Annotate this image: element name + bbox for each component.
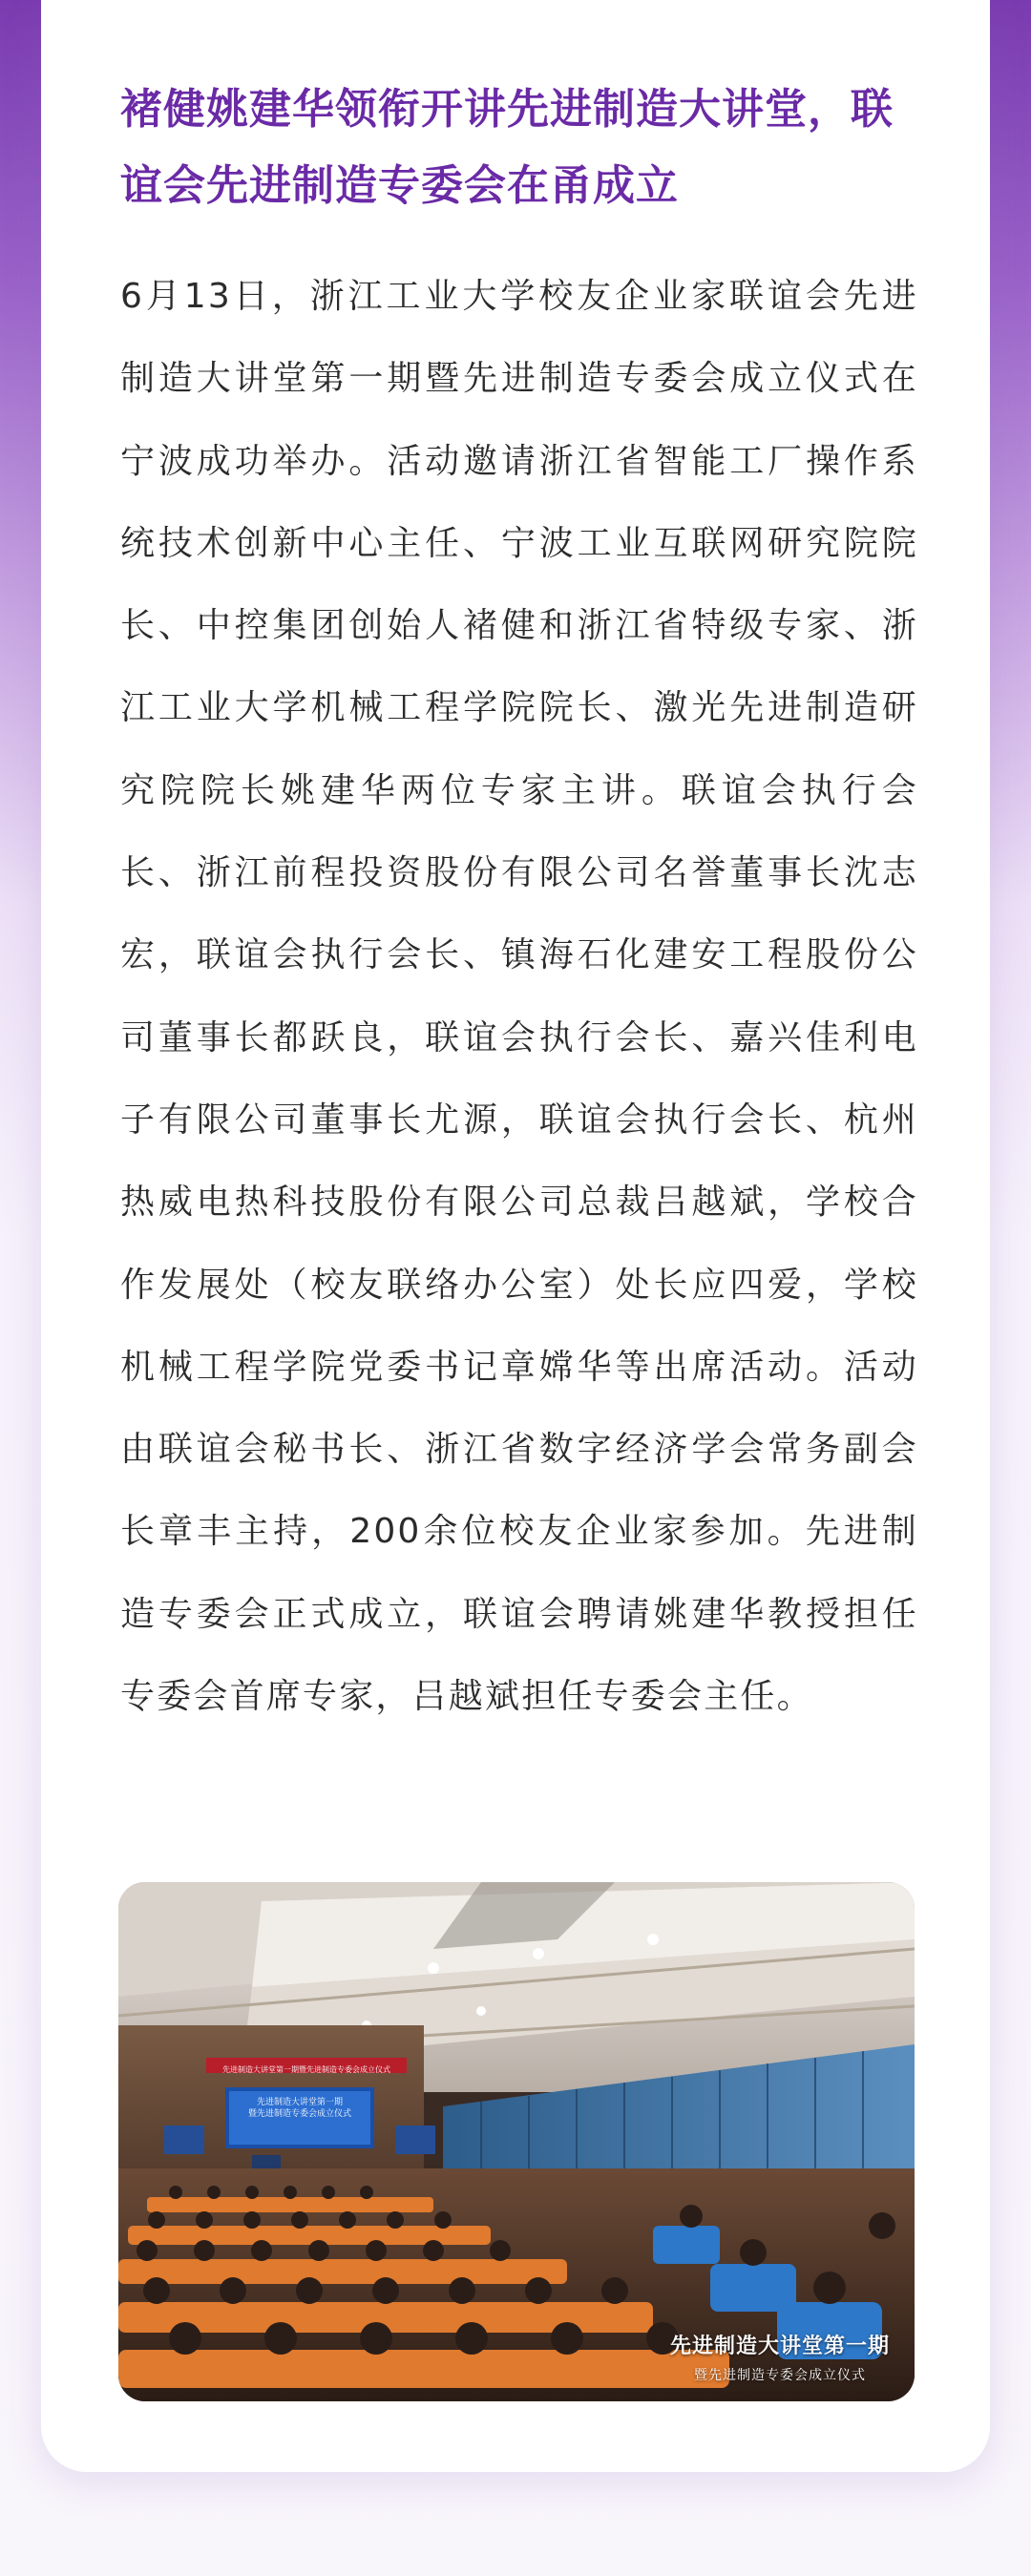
screen-line-2: 暨先进制造专委会成立仪式 (247, 2109, 351, 2119)
photo-caption (670, 2330, 890, 2384)
caption-line-1: 先进制造大讲堂第一期 (669, 2335, 890, 2358)
screen-line-1: 先进制造大讲堂第一期 (256, 2098, 343, 2107)
caption-line-2: 暨先进制造专委会成立仪式 (693, 2368, 866, 2383)
event-photo (118, 1882, 915, 2401)
article-card (41, 0, 990, 2472)
projector-screen-text (229, 2097, 370, 2120)
stage-banner-text: 先进制造大讲堂第一期暨先进制造专委会成立仪式 (222, 2065, 390, 2074)
article-title: 褚健姚建华领衔开讲先进制造大讲堂，联谊会先进制造专委会在甬成立 (120, 85, 894, 210)
article-body: 6月13日，浙江工业大学校友企业家联谊会先进制造大讲堂第一期暨先进制造专委会成立仪式在宁波成功举办。活动邀请浙江省智能工厂操作系统技术创新中心主任、宁波工业互联网研究院院长、中控集团创始人褚健和浙江省特级专家、浙江工业大学机械工程学院院长、激光先进制造研究院院长姚建华两位专家主讲。联谊会执行会长、浙江前程投资股份有限公司名誉董事长沈志宏，联谊会执行会长、镇海石化建安工程股份公司董事长都跃良，联谊会执行会长、嘉兴佳利电子有限公司董事长尤源，联谊会执行会长、杭州热威电热科技股份有限公司总裁吕越斌，学校合作发展处（校友联络办公室）处长应四爱，学校机械工程学院党委书记章嫦华等出席活动。活动由联谊会秘书长、浙江省数字经济学会常务副会长章丰主持，200余位校友企业家参加。先进制造专委会正式成立，联谊会聘请姚建华教授担任专委会首席专家，吕越斌担任专委会主任。 (120, 277, 918, 1717)
lecture-hall-illustration (118, 1882, 915, 2401)
